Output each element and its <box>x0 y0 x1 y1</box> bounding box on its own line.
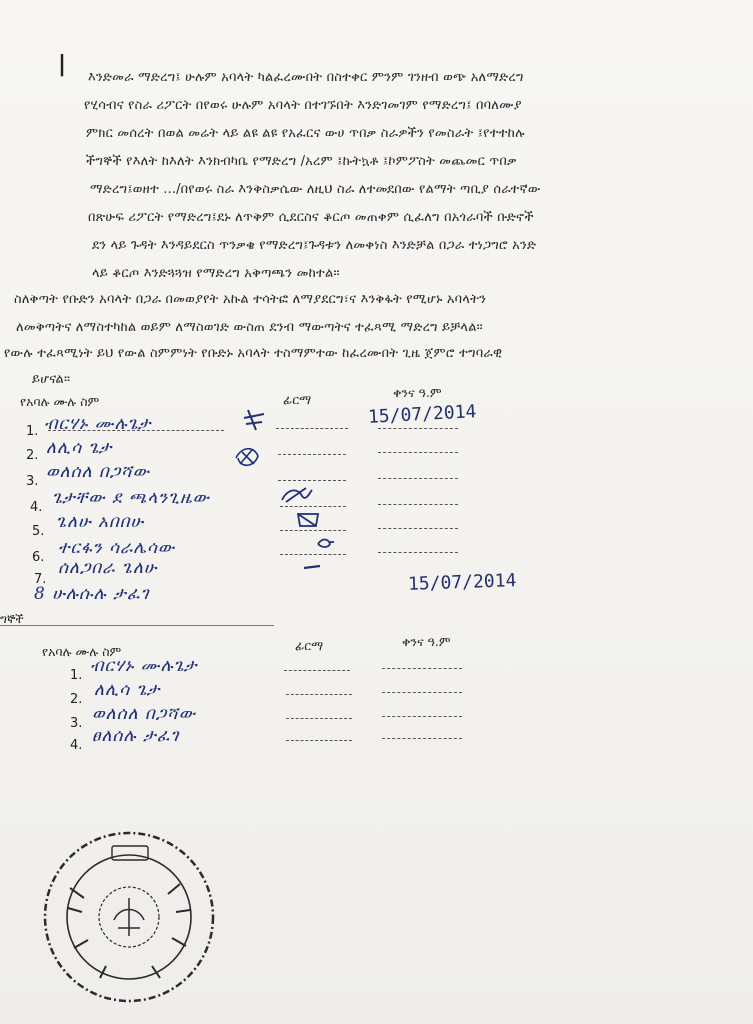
section-divider <box>0 625 274 626</box>
signature-mark <box>242 408 268 434</box>
signature-mark <box>294 510 324 530</box>
paragraph-line-2: የሂሳብና የስራ ሪፖርት በየወሩ ሁሉም አባላት በተገኙበት እንድገመገም የማድረግ፤ በባለሙያ <box>84 98 522 113</box>
sign-date: 15/07/2014 <box>407 570 517 595</box>
date-line <box>378 552 458 553</box>
table1-header-name: የአባሉ ሙሉ ስም <box>20 394 100 409</box>
row-number: 6. <box>32 550 45 565</box>
paragraph-line-8: ላይ ቆርጦ እንድጓጓዝ የማድረግ አቅጣጫን መከተል። <box>92 266 340 281</box>
paragraph-line-4: ችግኞች የእለት ከእለት እንክብካቤ የማድረግ /አረም ፤ኩትኳቶ ፤ኮምፖስት መጨመር ጥበቃ <box>86 154 517 169</box>
sign-line <box>284 670 350 671</box>
signature-mark <box>232 444 264 472</box>
sign-line <box>286 718 352 719</box>
date-line <box>378 428 458 429</box>
table1-header-sign: ፊርማ <box>283 392 312 407</box>
signature-mark <box>302 562 322 572</box>
validity-line-2: ይሆናል። <box>32 372 71 387</box>
row-number: 3. <box>26 474 39 489</box>
paragraph-line-7: ደን ላይ ጉዳት እንዳይደርስ ጥንቃቄ የማድረግ፤ጉዳቱን ለመቀነስ እንድቻል በጋራ ተነጋግሮ አንድ <box>92 238 537 253</box>
penalty-line-1: ስለቅጣት የቡድን አባላት በጋራ በመወያየት አኩል ተሳትፎ ለማያደርግ፣ና እንቅፋት የሚሆኑ አባላትን <box>14 292 487 307</box>
sign-line <box>280 530 346 531</box>
row-number: 1. <box>26 424 39 439</box>
paragraph-line-6: በጽሁፍ ሪፖርት የማድረግ፤ደኑ ለጥቅም ሲደርስና ቆርጦ መጠቀም ሲፈለግ በአጎራባች ቡድኖች <box>88 210 534 225</box>
row-number: 1. <box>70 668 83 683</box>
table1-header-date: ቀንና ዓ.ም <box>393 385 442 400</box>
member-name: ሰለጋበራ ጌለሁ <box>58 558 158 578</box>
paragraph-line-5: ማድረግ፤ወዘተ .../በየወሩ ስራ እንቅስቃሴው ለዚህ ስራ ለተመደበው የልማት ጣቢያ ሰራተኛው <box>90 182 541 197</box>
date-line <box>378 504 458 505</box>
member-name: ወለሰለ በጋሻው <box>92 704 197 724</box>
paragraph-line-1: እንድመራ ማድረግ፤ ሁሉም አባላት ካልፈረሙበት በስተቀር ምንም ገንዘብ ወጭ አለማድረግ <box>88 70 524 85</box>
row-number: 5. <box>32 524 45 539</box>
date-line <box>382 668 462 669</box>
table2-header-sign: ፊርማ <box>295 638 324 653</box>
date-line <box>382 738 462 739</box>
sign-date: 15/07/2014 <box>367 401 477 428</box>
row-number: 7. <box>34 572 47 587</box>
date-line <box>382 716 462 717</box>
row-number: 3. <box>70 716 83 731</box>
row-number: 4. <box>30 500 43 515</box>
sign-line <box>276 428 348 429</box>
sign-line <box>286 694 352 695</box>
table2-header-date: ቀንና ዓ.ም <box>402 634 451 649</box>
date-line <box>382 692 462 693</box>
side-label: ግኞች <box>0 612 24 626</box>
member-name: ጌለሁ አበበሁ <box>56 512 145 532</box>
member-name: ብርሃኑ ሙሉጌታ <box>44 414 152 434</box>
row-number: 2. <box>26 448 39 463</box>
sign-line <box>278 454 346 455</box>
member-name: ጌታቸው ደ ጫላንጊዜው <box>52 488 210 508</box>
penalty-line-2: ለመቅጣትና ለማስተካከል ወይም ለማስወገድ ውስጠ ደንብ ማውጣትና ተፈጻሚ ማድረግ ይቻላል። <box>16 320 483 335</box>
sign-line <box>286 740 352 741</box>
member-name: ፀለሰሉ ታፈገ <box>92 726 180 746</box>
margin-mark: | <box>58 52 67 77</box>
date-line <box>378 528 458 529</box>
name-line <box>48 430 224 431</box>
member-name: ብርሃኑ ሙሉጌታ <box>90 656 198 676</box>
member-name: ለሊሳ ጌታ <box>46 438 113 458</box>
row-number: 4. <box>70 738 83 753</box>
paragraph-line-3: ምክር መሰረት በወል መሬት ላይ ልዩ ልዩ የአፈርና ውሀ ጥበቃ ስራዎችን የመስራት ፤የተተከሉ <box>86 126 525 141</box>
validity-line-1: የውሉ ተፈጻሚነት ይህ የውል ስምምነት የቡድኑ አባላት ተስማምተው ከፈረሙበት ጊዜ ጀምሮ ተግባራዊ <box>4 346 503 361</box>
sign-line <box>278 480 346 481</box>
member-name: ወለሰለ በጋሻው <box>46 462 151 482</box>
date-line <box>378 452 458 453</box>
row-number: 2. <box>70 692 83 707</box>
table2-header-name: የአባሉ ሙሉ ስም <box>42 644 122 659</box>
date-line <box>378 478 458 479</box>
signature-mark <box>280 484 314 506</box>
member-name: ተርፋን ሳራሌሳው <box>58 538 176 558</box>
extra-handwritten-row: 8 ሁሉሱሉ ታፈገ <box>34 584 150 604</box>
official-seal-stamp <box>40 828 218 1006</box>
sign-line <box>280 506 346 507</box>
sign-line <box>280 554 346 555</box>
member-name: ለሊሳ ጌታ <box>94 680 161 700</box>
signature-mark <box>316 536 336 550</box>
